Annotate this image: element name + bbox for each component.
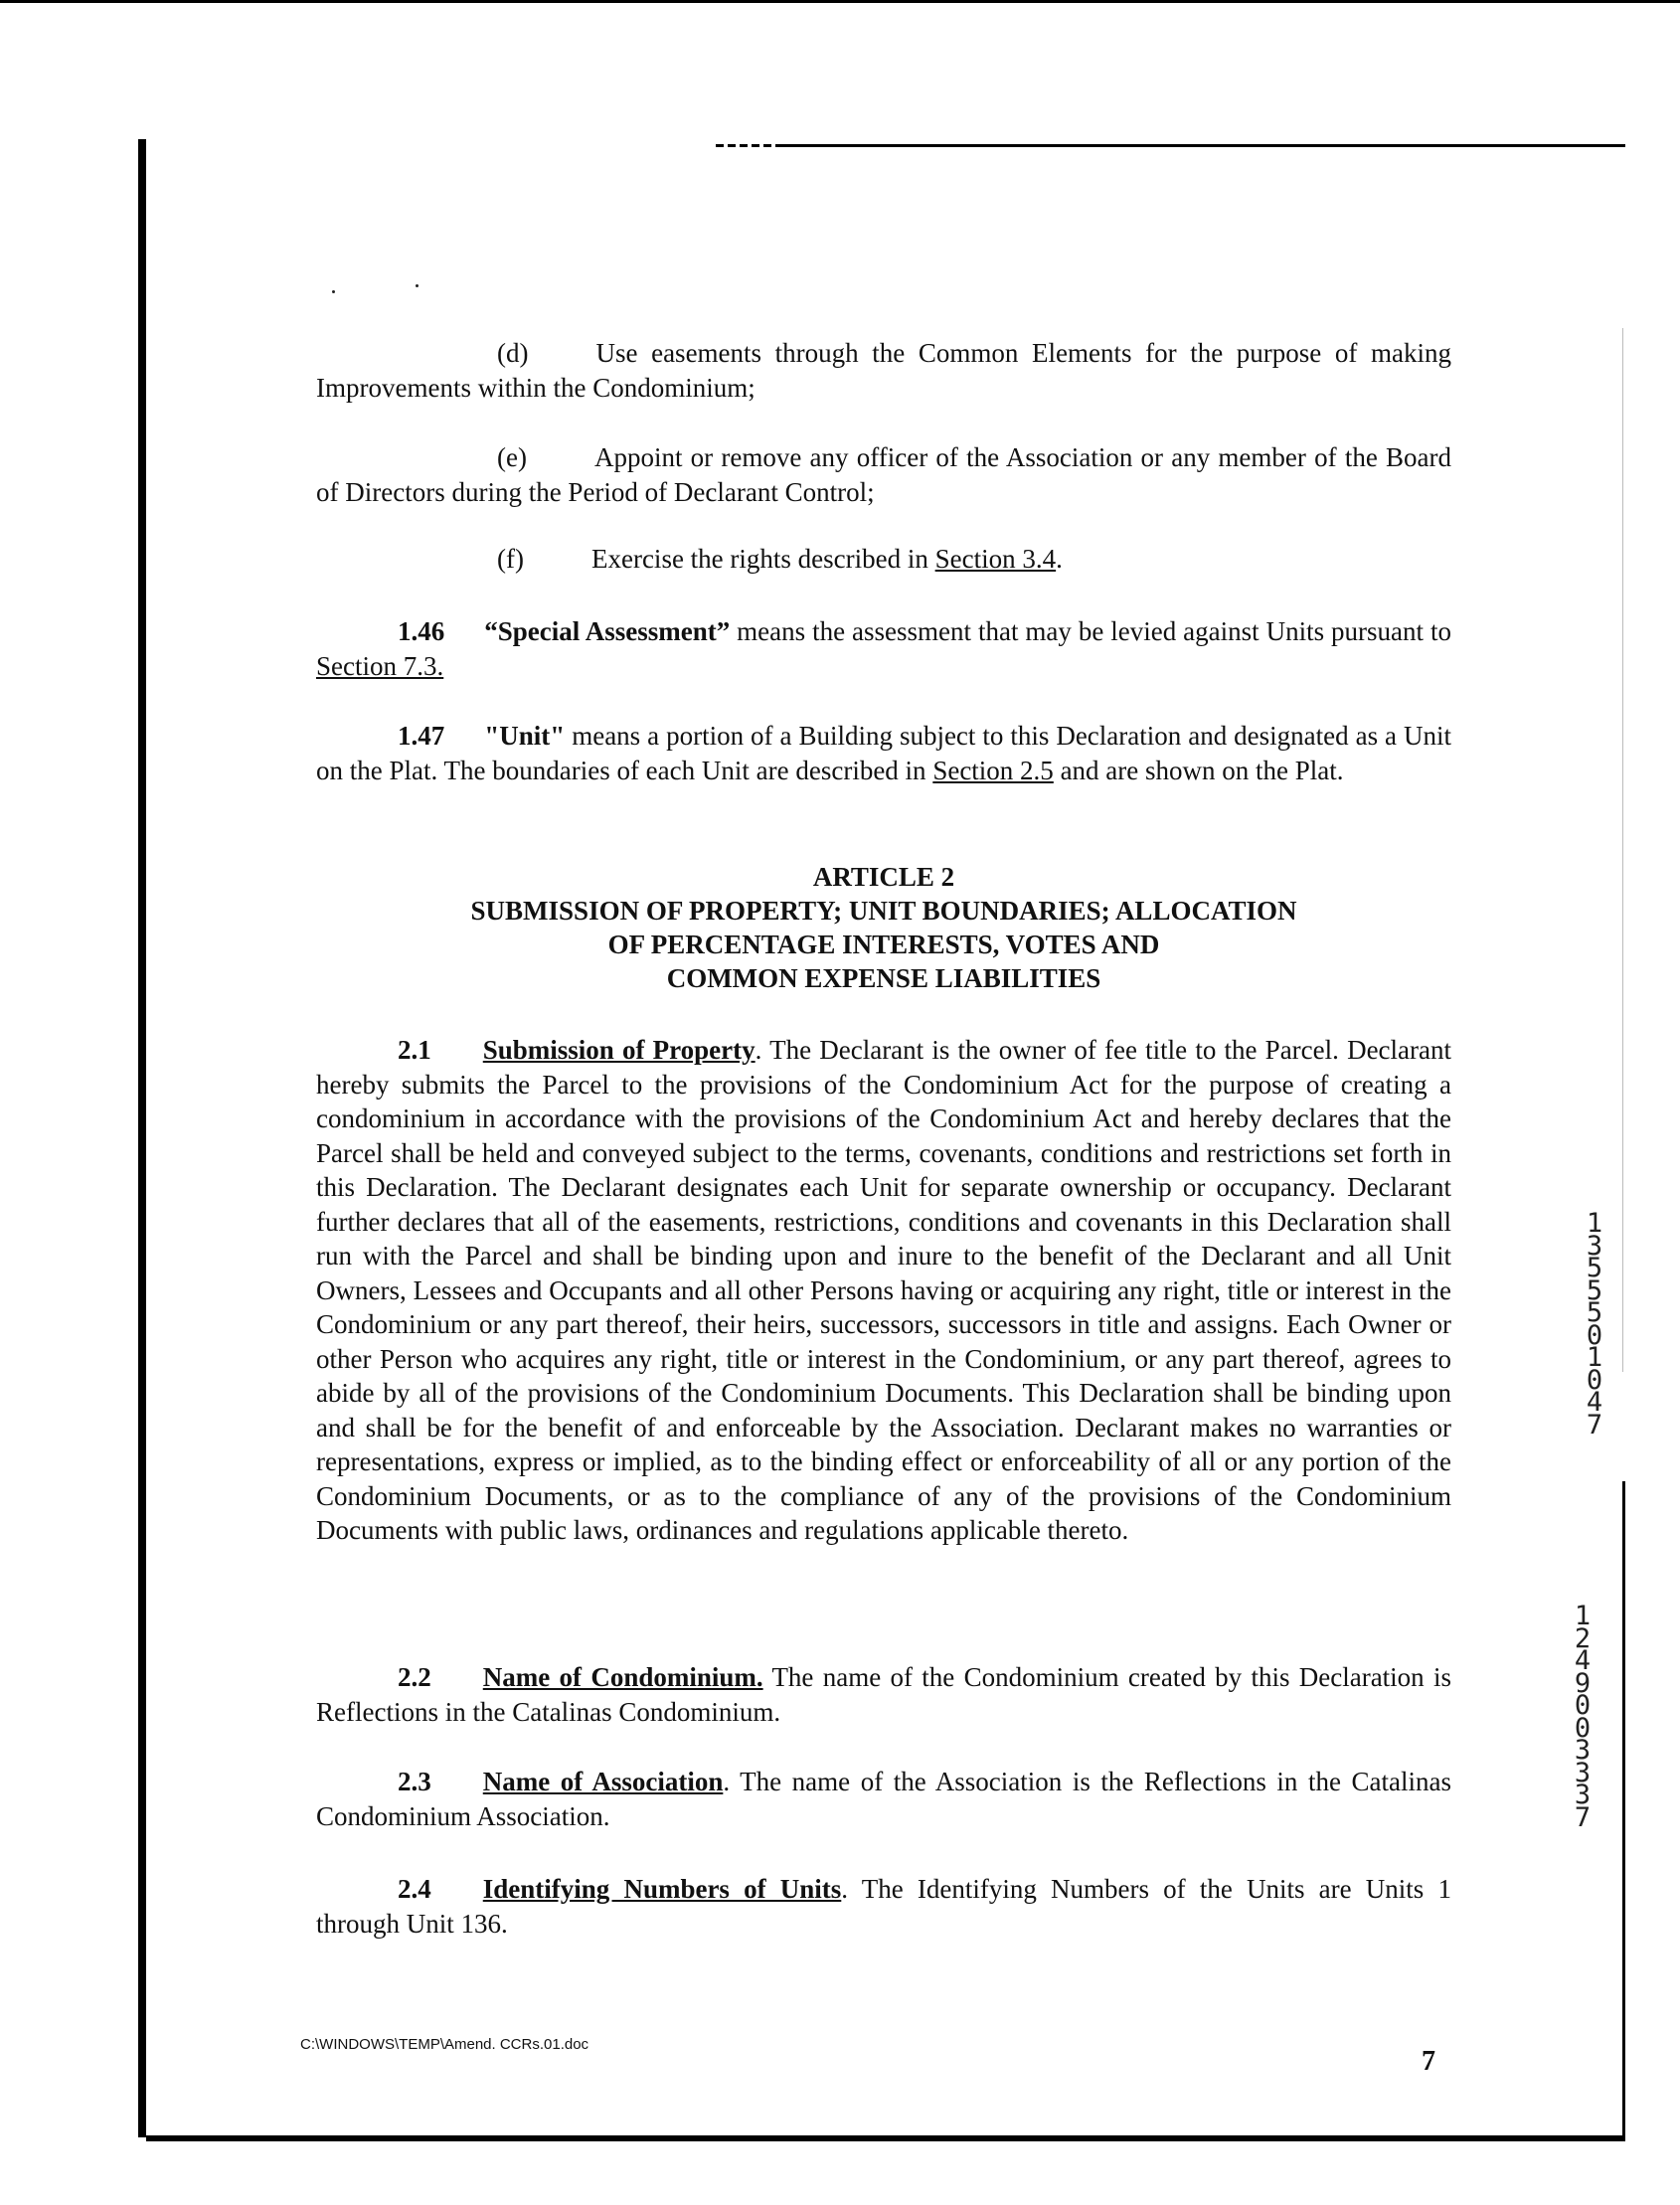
scan-left-bar [138, 139, 146, 2137]
section-2-2 [316, 1660, 1451, 1729]
header-rule-dash [716, 144, 775, 147]
sub-item-f: (f) Exercise the rights described in Section 3.4. [497, 544, 1063, 574]
section-2-1 [316, 1033, 1451, 1548]
section-number: 2.4 [398, 1874, 431, 1904]
recording-stamp-2: 12490 03337 [1574, 1601, 1592, 1833]
sub-item-text: Appoint or remove any officer of the Association or any member of the Board of Directors during the Period of Declarant Control; [316, 442, 1451, 507]
sub-item-d [316, 336, 1451, 405]
sub-item-label: (d) [497, 338, 529, 368]
sub-item-label: (f) [497, 544, 524, 574]
article-number: ARTICLE 2 [812, 862, 955, 892]
definition-1-46 [316, 614, 1451, 683]
section-heading: Name of Condominium. [482, 1662, 763, 1692]
section-heading: Name of Association [482, 1767, 724, 1796]
section-2-4 [316, 1872, 1451, 1941]
sub-item-text: Use easements through the Common Elements for the purpose of making Improvements within the Condominium; [316, 338, 1451, 403]
article-heading [316, 860, 1451, 995]
section-reference: Section 2.5 [932, 755, 1054, 785]
right-margin-rule [1622, 1481, 1625, 2137]
section-2-3 [316, 1765, 1451, 1833]
article-title-line: OF PERCENTAGE INTERESTS, VOTES AND [607, 930, 1160, 959]
section-reference: Section 3.4 [934, 544, 1057, 574]
sub-item-text: Exercise the rights described in [590, 544, 935, 574]
definition-1-47: 1.47 "Unit" means a portion of a Building subject to this Declaration and designated as a Unit on the Plat. The boundaries of each Unit are described in Section 2.5 and are shown on the Plat. [316, 721, 1451, 785]
section-number: 2.3 [398, 1767, 431, 1796]
definition-text: means a portion of a Building subject to this Declaration and designated as a Unit on the Plat. The boundaries of each Unit are described in [316, 721, 1451, 785]
article-title-line: SUBMISSION OF PROPERTY; UNIT BOUNDARIES; ALLOCATION [470, 896, 1297, 926]
scan-speck [332, 290, 335, 293]
section-text: . The Declarant is the owner of fee title to the Parcel. Declarant hereby submits the Parcel to the provisions of the Condominium Act for the purpose of creating a condominium in accordance with the provisions of the Condominium Act and hereby declares that the Parcel shall be held and conveyed subject to the terms, covenants, conditions and restrictions set forth in this Declaration. The Declarant designates each Unit for separate ownership or occupancy. Declarant further declares that all of the easements, restrictions, conditions and covenants in this Declaration shall run with the Parcel and shall be binding upon and inure to the benefit of the Declarant and all Unit Owners, Lessees and Occupants and all other Persons having or acquiring any right, title or interest in the Condominium or any part thereof, their heirs, successors, successors in title and assigns. Each Owner or other Person who acquires any right, title or interest in the Condominium, or any part thereof, agrees to abide by all of the provisions of the Condominium Documents. This Declaration shall be binding upon and shall be for the benefit of and enforceable by the Association. Declarant makes no warranties or representations, express or implied, as to the binding effect or enforceability of all or any portion of the Condominium Documents, or as to the compliance of any of the provisions of the Condominium Documents with public laws, ordinances and regulations applicable thereto. [316, 1035, 1451, 1545]
right-margin-rule-upper [1622, 328, 1623, 1372]
scan-top-border [0, 0, 1680, 3]
section-number: 2.2 [398, 1662, 431, 1692]
section-text: . The name of the Association is the Reflections in the Catalinas Condominium Association. [316, 1767, 1451, 1831]
definition-term: “Special Assessment” [484, 616, 731, 646]
sub-item-label: (e) [497, 442, 527, 472]
header-rule [716, 144, 1625, 147]
definition-term: "Unit" [484, 721, 566, 751]
sub-item-e [316, 440, 1451, 509]
scan-bottom-rule [146, 2135, 1625, 2141]
section-heading: Submission of Property [482, 1035, 756, 1065]
section-number: 2.1 [398, 1035, 431, 1065]
scan-speck [416, 284, 419, 287]
section-text: . The Identifying Numbers of the Units are Units 1 through Unit 136. [316, 1874, 1451, 1939]
footer-file-path: C:\WINDOWS\TEMP\Amend. CCRs.01.doc [300, 2036, 589, 2053]
recording-stamp-1: 13555 01047 [1586, 1208, 1603, 1441]
definition-text: means the assessment that may be levied against Units pursuant to [730, 616, 1451, 646]
section-text: The name of the Condominium created by this Declaration is Reflections in the Catalinas Condominium. [316, 1662, 1451, 1727]
section-heading: Identifying Numbers of Units [482, 1874, 842, 1904]
definition-number: 1.47 [398, 721, 445, 751]
article-title-line: COMMON EXPENSE LIABILITIES [666, 963, 1101, 993]
definition-number: 1.46 [398, 616, 445, 646]
section-reference: Section 7.3. [316, 650, 444, 681]
page-number: 7 [1422, 2046, 1435, 2077]
